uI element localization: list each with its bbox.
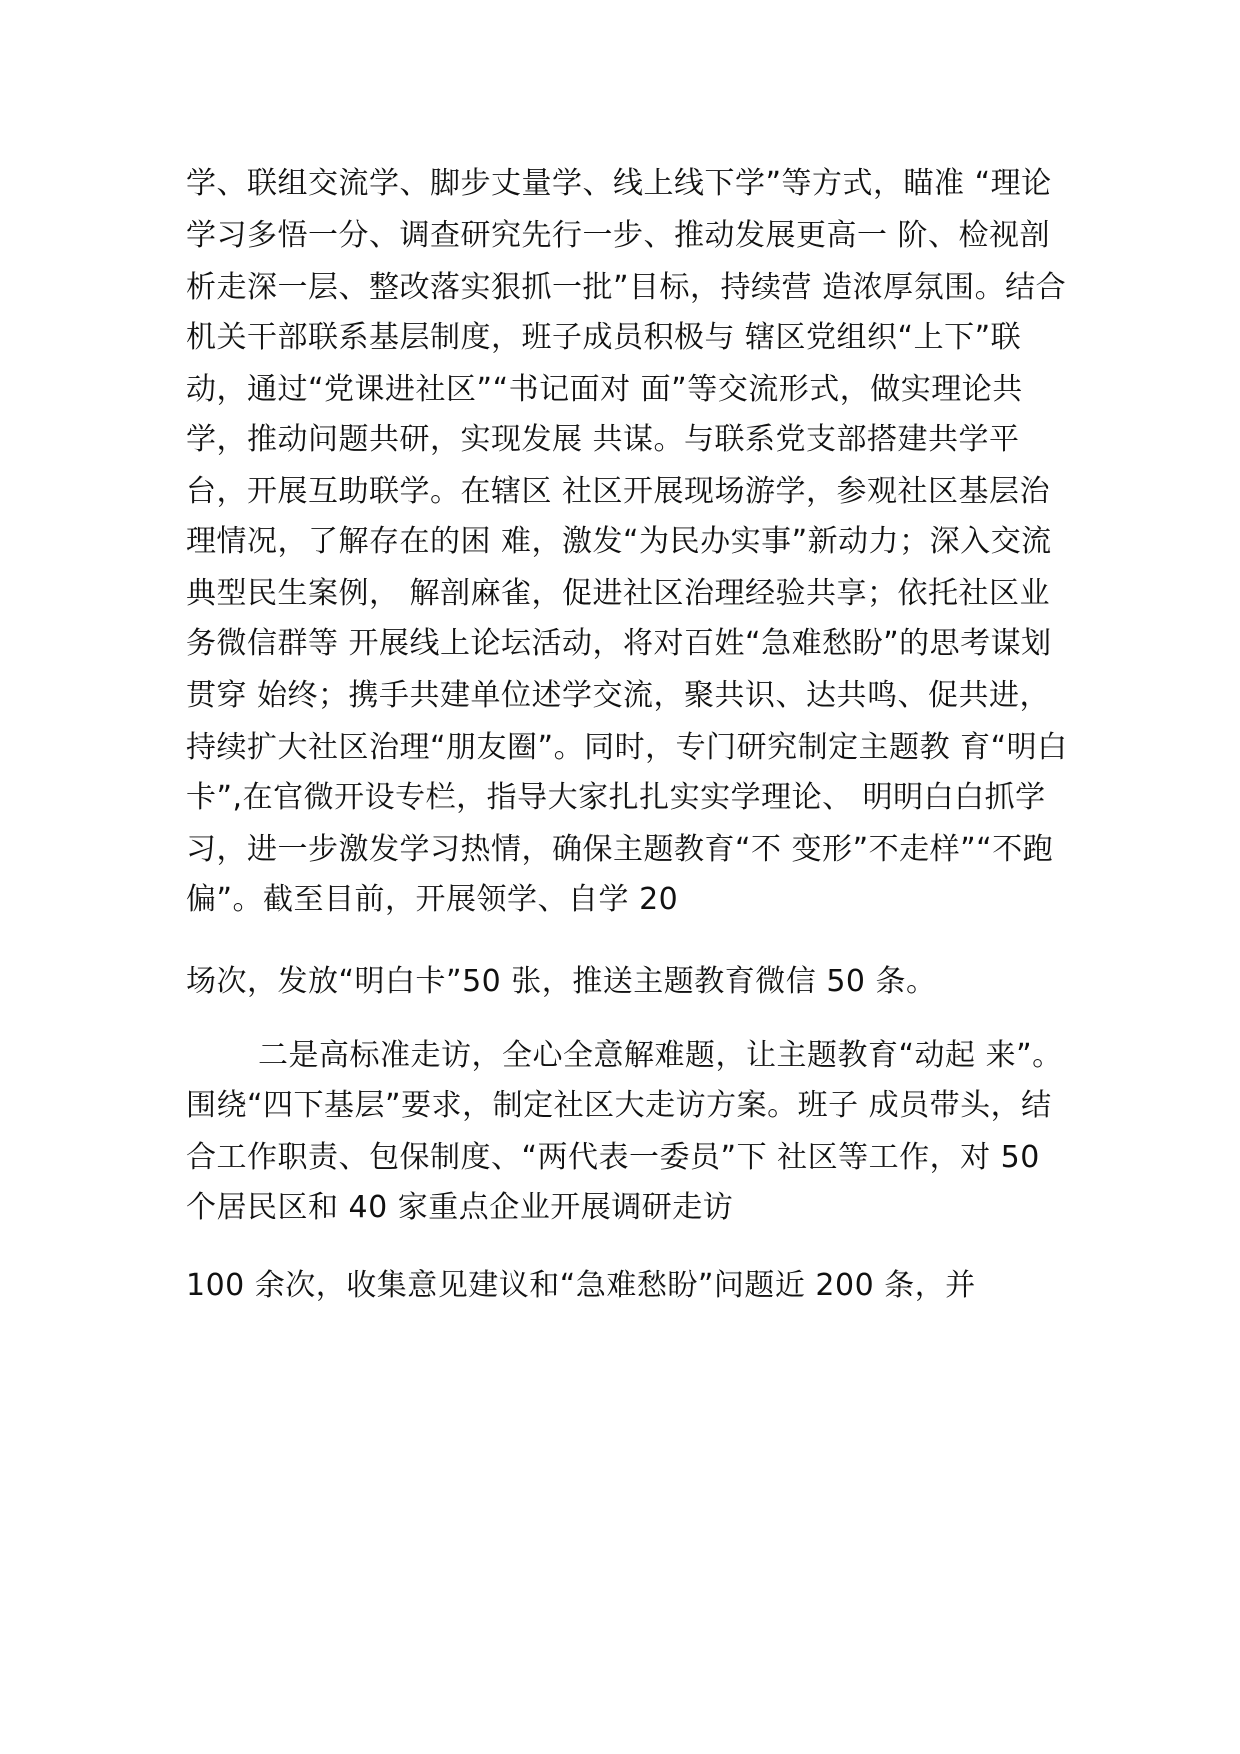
paragraph-line: 机关干部联系基层制度，班子成员积极与 辖区党组织“上下”联 — [186, 320, 1022, 355]
paragraph-line: 场次，发放“明白卡”50 张，推送主题教育微信 50 条。 — [186, 964, 937, 999]
paragraph-line: 卡”,在官微开设专栏，指导大家扎扎实实学理论、 明明白白抓学 — [186, 780, 1046, 815]
paragraph-first-line: 二是高标准走访，全心全意解难题，让主题教育“动起 来”。 — [258, 1038, 1063, 1073]
paragraph-line: 典型民生案例， 解剖麻雀，促进社区治理经验共享；依托社区业 — [186, 576, 1051, 611]
paragraph-line: 持续扩大社区治理“朋友圈”。同时，专门研究制定主题教 育“明白 — [186, 730, 1068, 765]
paragraph-line: 偏”。截至目前，开展领学、自学 20 — [186, 882, 679, 917]
paragraph-line: 围绕“四下基层”要求，制定社区大走访方案。班子 成员带头，结 — [186, 1088, 1052, 1123]
paragraph-line: 学、联组交流学、脚步丈量学、线上线下学”等方式，瞄准 “理论 — [186, 166, 1052, 201]
paragraph-line: 习，进一步激发学习热情，确保主题教育“不 变形”不走样”“不跑 — [186, 832, 1054, 867]
paragraph-line: 合工作职责、包保制度、“两代表一委员”下 社区等工作，对 50 — [186, 1140, 1040, 1175]
paragraph-line: 动，通过“党课进社区”“书记面对 面”等交流形式，做实理论共 — [186, 372, 1023, 407]
paragraph-line: 台，开展互助联学。在辖区 社区开展现场游学，参观社区基层治 — [186, 474, 1051, 509]
paragraph-line: 务微信群等 开展线上论坛活动，将对百姓“急难愁盼”的思考谋划 — [186, 626, 1052, 661]
paragraph-line: 学，推动问题共研，实现发展 共谋。与联系党支部搭建共学平 — [186, 422, 1020, 457]
paragraph-line: 贯穿 始终；携手共建单位述学交流，聚共识、达共鸣、促共进， — [186, 678, 1051, 713]
paragraph-line: 理情况，了解存在的困 难，激发“为民办实事”新动力；深入交流 — [186, 524, 1052, 559]
paragraph-line: 100 余次，收集意见建议和“急难愁盼”问题近 200 条，并 — [186, 1268, 976, 1303]
paragraph-line: 析走深一层、整改落实狠抓一批”目标，持续营 造浓厚氛围。结合 — [186, 270, 1067, 305]
paragraph-line: 学习多悟一分、调查研究先行一步、推动发展更高一 阶、检视剖 — [186, 218, 1051, 253]
paragraph-line: 个居民区和 40 家重点企业开展调研走访 — [186, 1190, 734, 1225]
